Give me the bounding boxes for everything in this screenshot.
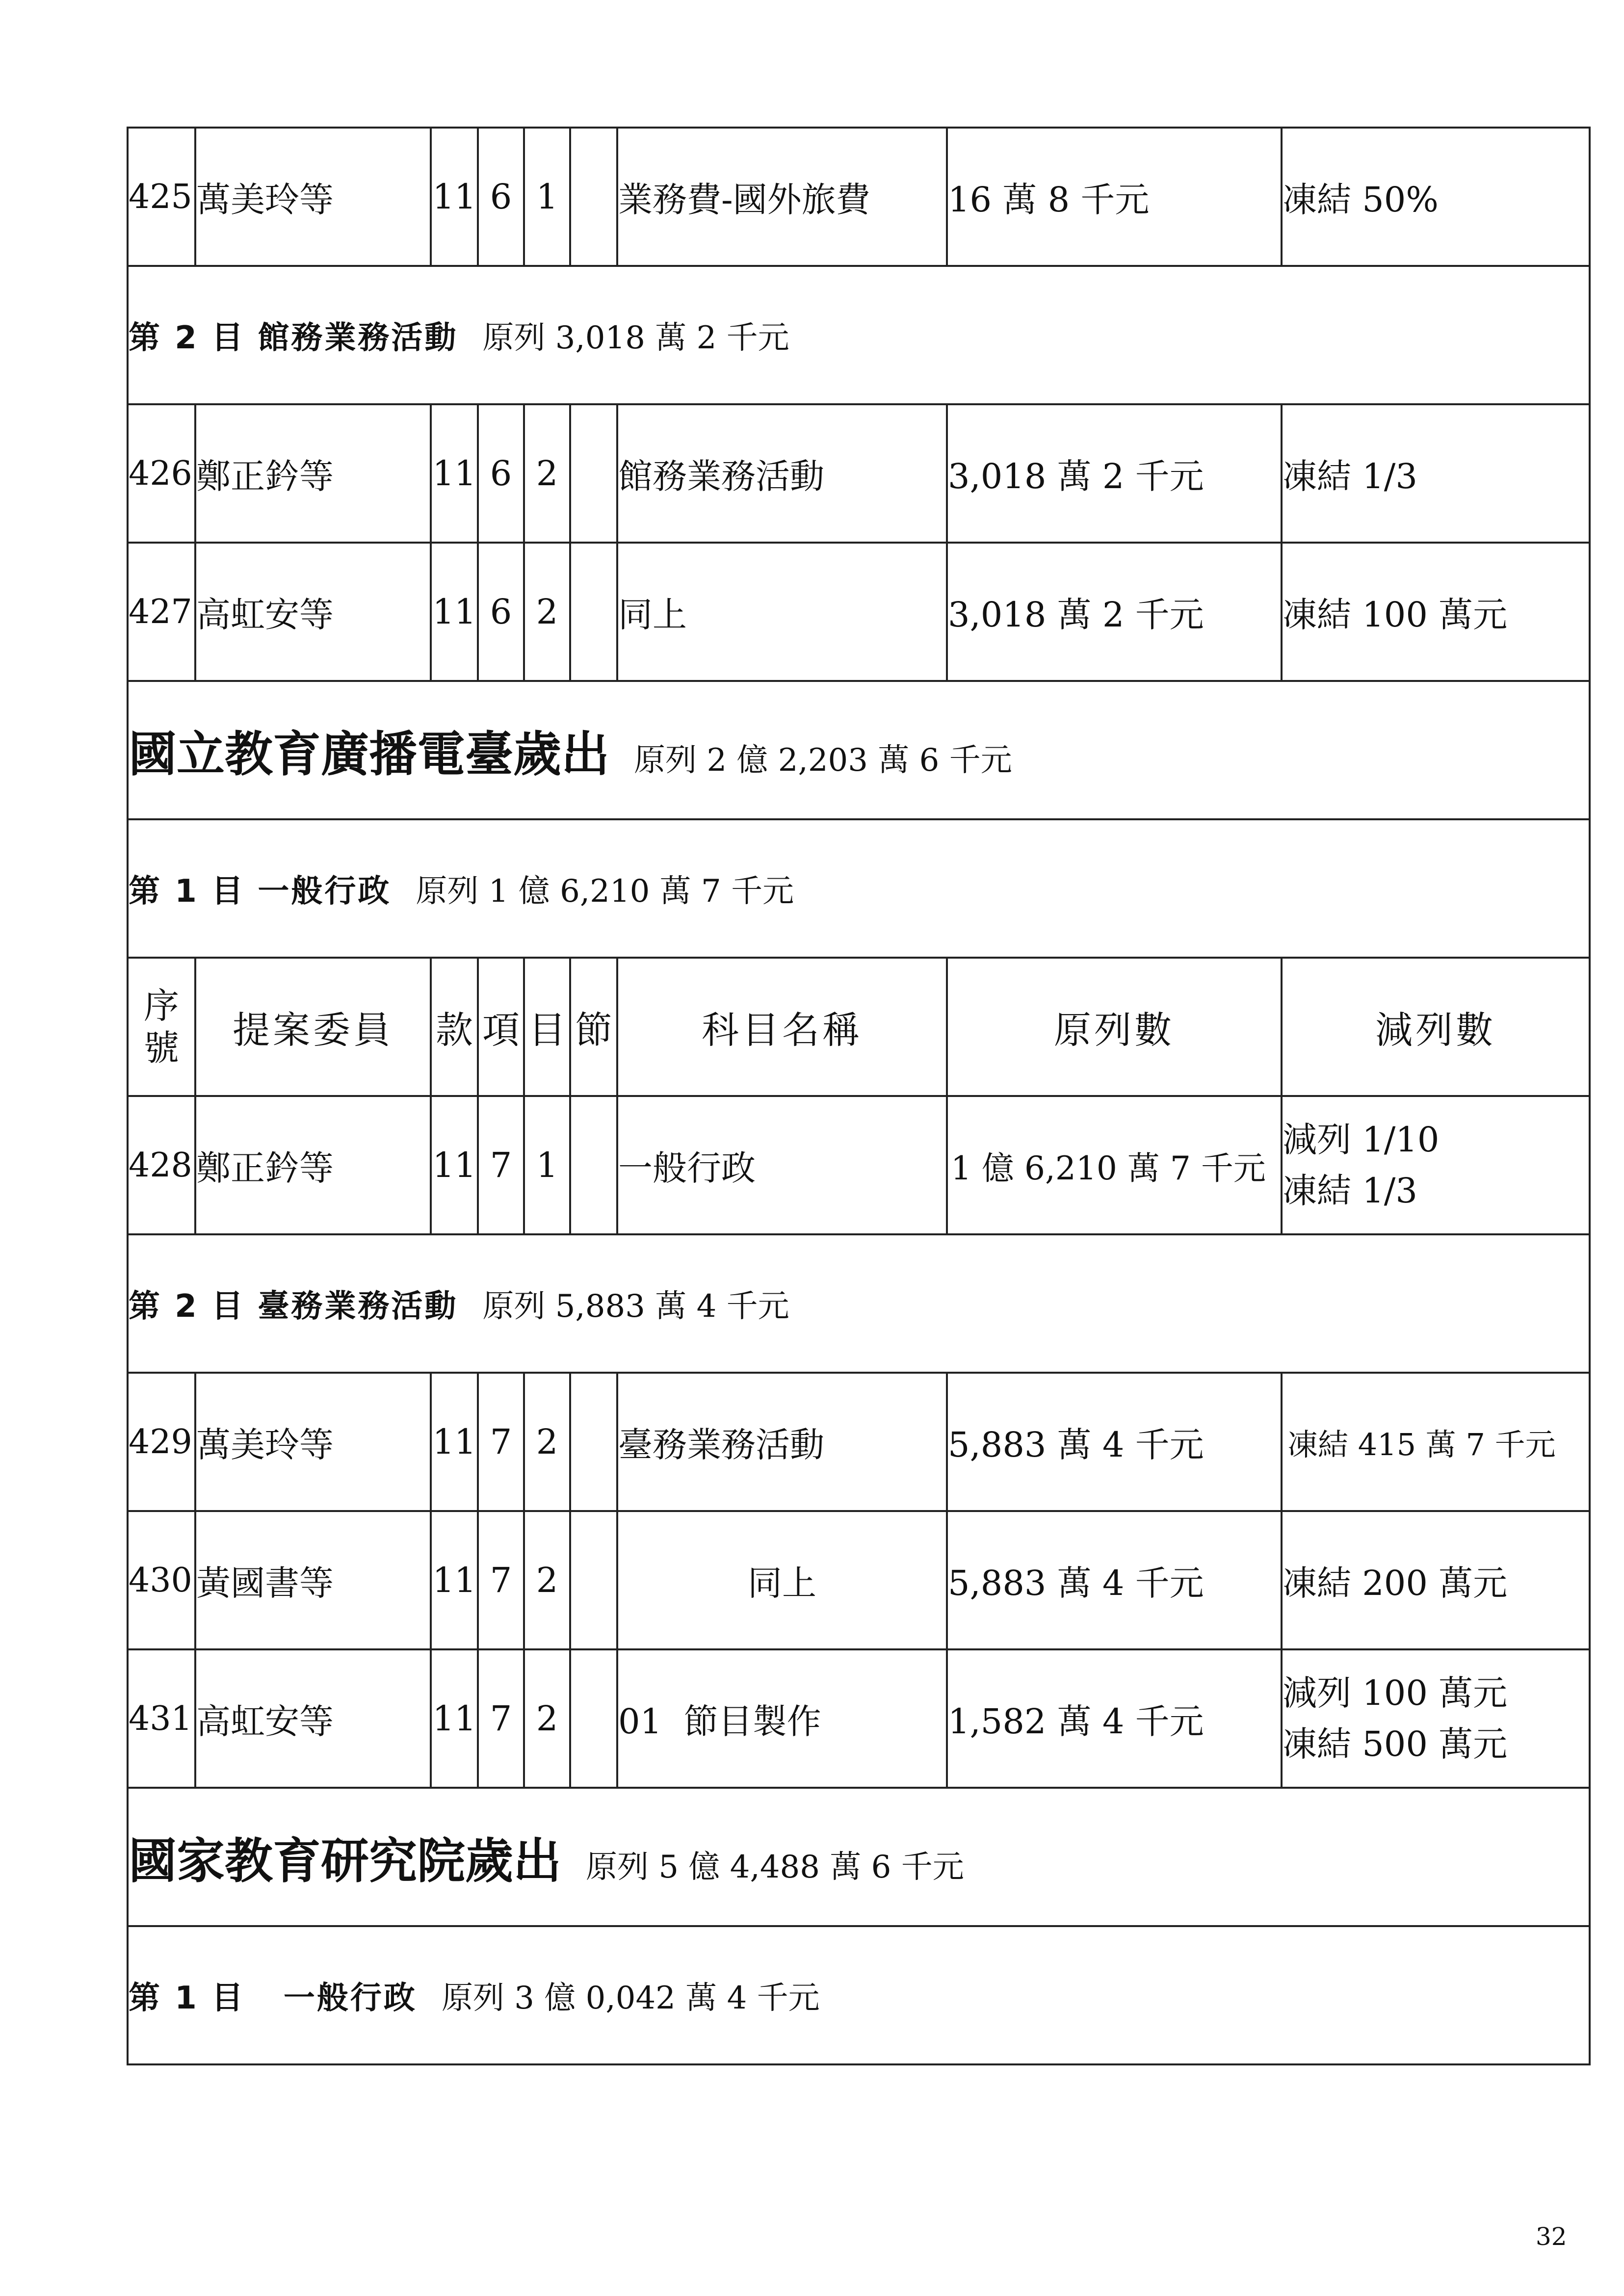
xiang: 6 xyxy=(478,404,524,543)
subject-name: 01 節目製作 xyxy=(617,1649,947,1788)
kuan: 11 xyxy=(431,404,478,543)
section-heading xyxy=(128,266,1590,404)
subject-name: 一般行政 xyxy=(617,1096,947,1234)
seq-no: 426 xyxy=(128,404,195,543)
section-amount: 原列 5 億 4,488 萬 6 千元 xyxy=(586,1849,964,1885)
budget-proposal-table xyxy=(127,127,1591,2065)
seq-no: 430 xyxy=(128,1511,195,1649)
kuan: 11 xyxy=(431,128,478,266)
header-xiang: 項 xyxy=(478,958,524,1096)
subject-name: 臺務業務活動 xyxy=(617,1373,947,1511)
proposer: 萬美玲等 xyxy=(195,128,431,266)
subject-name: 業務費-國外旅費 xyxy=(617,128,947,266)
section-title: 第 1 目 一般行政 xyxy=(129,1980,417,2016)
kuan: 11 xyxy=(431,1373,478,1511)
header-original: 原列數 xyxy=(947,958,1282,1096)
mu: 1 xyxy=(524,1096,570,1234)
section-heading xyxy=(128,819,1590,958)
mu: 2 xyxy=(524,1649,570,1788)
original-amount: 1 億 6,210 萬 7 千元 xyxy=(947,1096,1282,1234)
seq-no: 428 xyxy=(128,1096,195,1234)
section-title: 國家教育研究院歲出 xyxy=(129,1833,562,1889)
proposer: 高虹安等 xyxy=(195,1649,431,1788)
jie xyxy=(570,1649,617,1788)
jie xyxy=(570,1096,617,1234)
table-row xyxy=(128,543,1590,681)
section-row xyxy=(128,1788,1590,1926)
page-number: 32 xyxy=(1536,2222,1567,2251)
section-amount: 原列 1 億 6,210 萬 7 千元 xyxy=(416,873,794,910)
table-row xyxy=(128,1511,1590,1649)
reduction-action: 凍結 200 萬元 xyxy=(1282,1511,1590,1649)
section-amount: 原列 2 億 2,203 萬 6 千元 xyxy=(634,742,1012,779)
section-title: 第 2 目 館務業務活動 xyxy=(129,320,458,356)
xiang: 7 xyxy=(478,1096,524,1234)
proposer: 黃國書等 xyxy=(195,1511,431,1649)
original-amount: 16 萬 8 千元 xyxy=(947,128,1282,266)
section-title: 國立教育廣播電臺歲出 xyxy=(129,726,610,783)
header-jie: 節 xyxy=(570,958,617,1096)
section-row xyxy=(128,681,1590,819)
kuan: 11 xyxy=(431,543,478,681)
reduction-line-1: 減列 1/10 xyxy=(1283,1120,1440,1160)
section-row xyxy=(128,819,1590,958)
original-amount: 1,582 萬 4 千元 xyxy=(947,1649,1282,1788)
section-row xyxy=(128,266,1590,404)
table-row xyxy=(128,1373,1590,1511)
section-heading xyxy=(128,1788,1590,1926)
jie xyxy=(570,1373,617,1511)
original-amount: 3,018 萬 2 千元 xyxy=(947,404,1282,543)
mu: 2 xyxy=(524,404,570,543)
section-row xyxy=(128,1926,1590,2064)
header-reduction: 減列數 xyxy=(1282,958,1590,1096)
subject-name: 同上 xyxy=(617,543,947,681)
xiang: 6 xyxy=(478,128,524,266)
reduction-line-1: 減列 100 萬元 xyxy=(1283,1673,1508,1713)
jie xyxy=(570,404,617,543)
header-seq: 序號 xyxy=(128,958,195,1096)
kuan: 11 xyxy=(431,1096,478,1234)
section-heading xyxy=(128,1234,1590,1373)
table-row xyxy=(128,1649,1590,1788)
proposer: 萬美玲等 xyxy=(195,1373,431,1511)
section-amount: 原列 3 億 0,042 萬 4 千元 xyxy=(441,1980,820,2016)
subject-name: 館務業務活動 xyxy=(617,404,947,543)
mu: 1 xyxy=(524,128,570,266)
section-title: 第 2 目 臺務業務活動 xyxy=(129,1288,458,1325)
section-heading xyxy=(128,1926,1590,2064)
reduction-action: 凍結 415 萬 7 千元 xyxy=(1282,1373,1590,1511)
seq-no: 425 xyxy=(128,128,195,266)
proposer: 鄭正鈐等 xyxy=(195,1096,431,1234)
header-proposer: 提案委員 xyxy=(195,958,431,1096)
table-header-row xyxy=(128,958,1590,1096)
header-mu: 目 xyxy=(524,958,570,1096)
section-amount: 原列 5,883 萬 4 千元 xyxy=(482,1288,789,1325)
kuan: 11 xyxy=(431,1649,478,1788)
kuan: 11 xyxy=(431,1511,478,1649)
seq-no: 431 xyxy=(128,1649,195,1788)
header-subject: 科目名稱 xyxy=(617,958,947,1096)
section-heading xyxy=(128,681,1590,819)
reduction-action xyxy=(1282,1096,1590,1234)
mu: 2 xyxy=(524,1373,570,1511)
xiang: 7 xyxy=(478,1511,524,1649)
seq-no: 429 xyxy=(128,1373,195,1511)
reduction-action: 凍結 1/3 xyxy=(1282,404,1590,543)
mu: 2 xyxy=(524,543,570,681)
reduction-line-2: 凍結 1/3 xyxy=(1283,1171,1417,1211)
table-row xyxy=(128,404,1590,543)
xiang: 7 xyxy=(478,1649,524,1788)
mu: 2 xyxy=(524,1511,570,1649)
reduction-action: 凍結 50% xyxy=(1282,128,1590,266)
reduction-line-2: 凍結 500 萬元 xyxy=(1283,1724,1508,1764)
original-amount: 5,883 萬 4 千元 xyxy=(947,1373,1282,1511)
original-amount: 3,018 萬 2 千元 xyxy=(947,543,1282,681)
reduction-action: 凍結 100 萬元 xyxy=(1282,543,1590,681)
section-amount: 原列 3,018 萬 2 千元 xyxy=(482,320,789,356)
seq-no: 427 xyxy=(128,543,195,681)
subject-name: 同上 xyxy=(617,1511,947,1649)
xiang: 6 xyxy=(478,543,524,681)
xiang: 7 xyxy=(478,1373,524,1511)
section-title: 第 1 目 一般行政 xyxy=(129,873,392,910)
table-row xyxy=(128,1096,1590,1234)
jie xyxy=(570,543,617,681)
section-row xyxy=(128,1234,1590,1373)
original-amount: 5,883 萬 4 千元 xyxy=(947,1511,1282,1649)
jie xyxy=(570,128,617,266)
table-row xyxy=(128,128,1590,266)
proposer: 鄭正鈐等 xyxy=(195,404,431,543)
proposer: 高虹安等 xyxy=(195,543,431,681)
jie xyxy=(570,1511,617,1649)
reduction-action xyxy=(1282,1649,1590,1788)
header-kuan: 款 xyxy=(431,958,478,1096)
